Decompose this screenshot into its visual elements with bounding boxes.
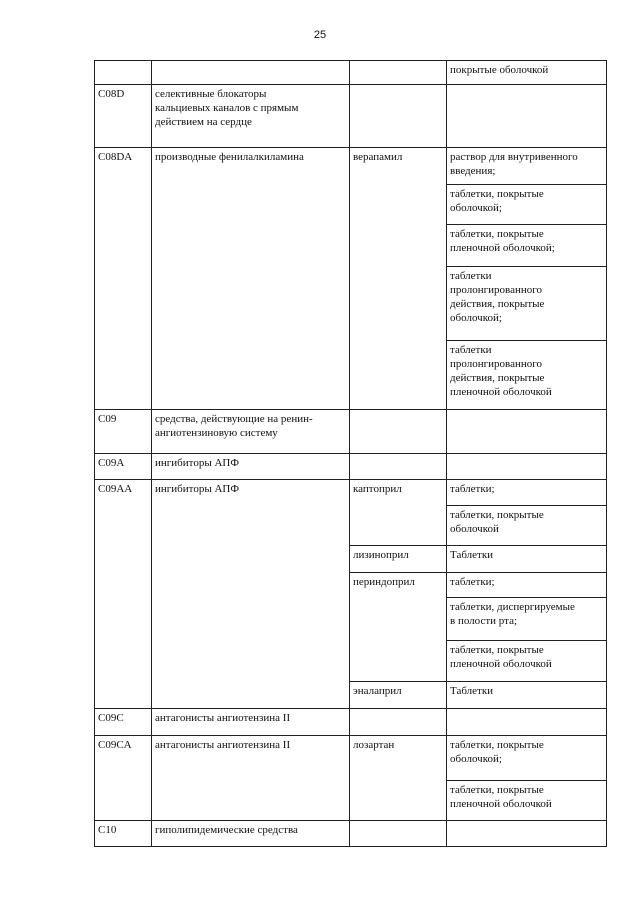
drug-cell [349,820,446,846]
drug-cell [349,708,446,735]
drug-cell [349,84,446,147]
drug-cell: верапамил [353,151,403,163]
table-rule-horizontal [446,597,607,598]
dosage-form-cell: таблетки; [450,576,495,588]
dosage-form-cell: таблетки, покрытые оболочкой [450,509,544,535]
table-rule-horizontal [446,224,607,225]
dosage-form-cell: таблетки, покрытые пленочной оболочкой; [450,228,555,254]
code-cell [94,681,151,708]
drug-cell [349,60,446,84]
drug-cell [349,409,446,453]
code-cell: C08DA [98,151,133,163]
drug-cell: каптоприл [353,483,402,495]
table-rule-horizontal [446,640,607,641]
dosage-form-cell [446,84,606,147]
table-rule-horizontal [446,780,607,781]
drug-cell: эналаприл [353,685,402,697]
name-cell: ингибиторы АПФ [155,483,240,495]
dosage-form-cell [446,708,606,735]
page-number: 25 [313,29,327,41]
table-rule-horizontal [446,505,607,506]
dosage-form-cell: Таблетки [450,685,494,697]
drug-cell: лизиноприл [353,549,409,561]
code-cell [94,60,151,84]
name-cell [151,545,349,572]
dosage-form-cell: таблетки, диспергируемые в полости рта; [450,601,575,627]
dosage-form-cell: таблетки; [450,483,495,495]
drug-cell: лозартан [353,739,395,751]
dosage-form-cell [446,409,606,453]
name-cell: гиполипидемические средства [155,824,298,836]
drug-cell [349,453,446,479]
dosage-form-cell: раствор для внутривенного введения; [450,151,578,177]
dosage-form-cell [446,820,606,846]
code-cell: C08D [98,88,125,100]
dosage-form-cell: покрытые оболочкой [450,64,549,76]
code-cell: C09A [98,457,125,469]
name-cell: средства, действующие на ренин- ангиотензиновую систему [155,413,313,439]
table-rule-horizontal [446,184,607,185]
dosage-form-cell: таблетки, покрытые пленочной оболочкой [450,644,552,670]
dosage-form-cell: таблетки пролонгированного действия, покрытые пленочной оболочкой [450,344,552,398]
name-cell: антагонисты ангиотензина II [155,739,291,751]
code-cell: C09AA [98,483,133,495]
code-cell: C09 [98,413,117,425]
table-rule-horizontal [446,266,607,267]
table-rule-horizontal [446,340,607,341]
dosage-form-cell: таблетки, покрытые пленочной оболочкой [450,784,552,810]
dosage-form-cell: таблетки, покрытые оболочкой; [450,188,544,214]
code-cell [94,572,151,681]
dosage-form-cell: таблетки пролонгированного действия, покрытые оболочкой; [450,270,545,324]
code-cell [94,545,151,572]
name-cell [151,681,349,708]
dosage-form-cell: таблетки, покрытые оболочкой; [450,739,544,765]
name-cell [151,572,349,681]
dosage-form-cell [446,453,606,479]
name-cell [151,60,349,84]
name-cell: ингибиторы АПФ [155,457,240,469]
code-cell: C10 [98,824,117,836]
code-cell: C09CA [98,739,132,751]
name-cell: антагонисты ангиотензина II [155,712,291,724]
name-cell: селективные блокаторы кальциевых каналов с прямым действием на сердце [155,88,299,128]
table-rule-horizontal [94,846,607,847]
code-cell: C09C [98,712,124,724]
dosage-form-cell: Таблетки [450,549,494,561]
name-cell: производные фенилалкиламина [155,151,304,163]
drug-cell: периндоприл [353,576,415,588]
